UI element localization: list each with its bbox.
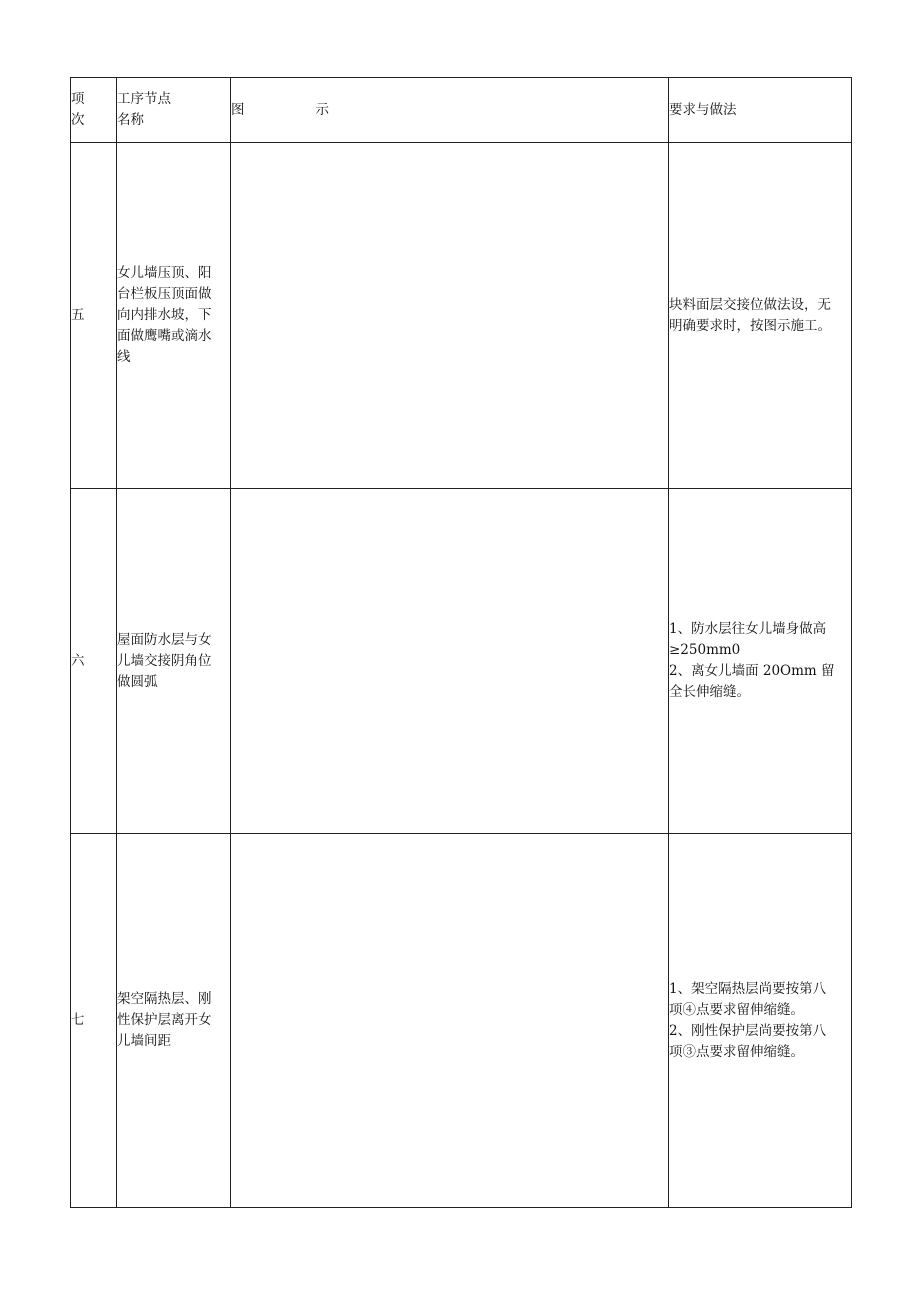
- header-index-line2: 次: [71, 112, 85, 128]
- requirement-line: 项④点要求留伸缩缝。: [669, 1001, 804, 1018]
- header-node-name: [117, 78, 231, 143]
- header-figure-char1: 图: [231, 101, 245, 118]
- header-name-line1: 工序节点: [117, 91, 171, 107]
- table-row: [71, 834, 852, 1208]
- row-index: 五: [71, 143, 117, 489]
- requirement-line: 项③点要求留伸缩缝。: [669, 1043, 804, 1060]
- row-figure: [231, 143, 669, 489]
- name-line: 台栏板压顶面做: [117, 286, 212, 302]
- construction-node-table: [70, 77, 852, 1208]
- row-requirement: [669, 489, 852, 834]
- table-row: [71, 489, 852, 834]
- header-index: [71, 78, 117, 143]
- name-line: 向内排水坡，下: [117, 307, 212, 323]
- header-figure: [231, 78, 669, 143]
- name-line: 面做鹰嘴或滴水: [117, 328, 212, 344]
- name-line: 屋面防水层与女: [117, 631, 212, 648]
- row-node-name: [117, 489, 231, 834]
- name-line: 女儿墙压顶、阳: [117, 265, 212, 281]
- row-requirement: [669, 143, 852, 489]
- requirement-line: 块料面层交接位做法设，无: [669, 296, 831, 313]
- requirement-line: 2、刚性保护层尚要按第八: [669, 1022, 827, 1039]
- requirement-line: 1、防水层往女儿墙身做高: [669, 621, 827, 637]
- requirement-line: 1、架空隔热层尚要按第八: [669, 980, 827, 997]
- row-requirement: [669, 834, 852, 1208]
- row-node-name: [117, 143, 231, 489]
- header-index-line1: 项: [71, 91, 85, 107]
- table-header-row: [71, 78, 852, 143]
- requirement-line: 明确要求时，按图示施工。: [669, 317, 831, 334]
- table-row: [71, 143, 852, 489]
- row-node-name: [117, 834, 231, 1208]
- row-index: 六: [71, 489, 117, 834]
- name-line: 线: [117, 349, 131, 365]
- name-line: 架空隔热层、刚: [117, 991, 212, 1007]
- requirement-line: 2、离女儿墙面 20Omm 留: [669, 663, 835, 679]
- requirement-line: 全长伸缩缝。: [669, 684, 750, 700]
- requirement-line: ≥250mm0: [669, 642, 741, 658]
- name-line: 儿墙间距: [117, 1033, 171, 1049]
- row-index: 七: [71, 834, 117, 1208]
- header-name-line2: 名称: [117, 112, 144, 128]
- name-line: 儿墙交接阴角位: [117, 652, 212, 669]
- row-figure: [231, 489, 669, 834]
- header-figure-char2: 示: [315, 101, 329, 118]
- row-figure: [231, 834, 669, 1208]
- name-line: 性保护层离开女: [117, 1012, 212, 1028]
- name-line: 做圆弧: [117, 673, 158, 690]
- header-requirement: 要求与做法: [669, 78, 852, 143]
